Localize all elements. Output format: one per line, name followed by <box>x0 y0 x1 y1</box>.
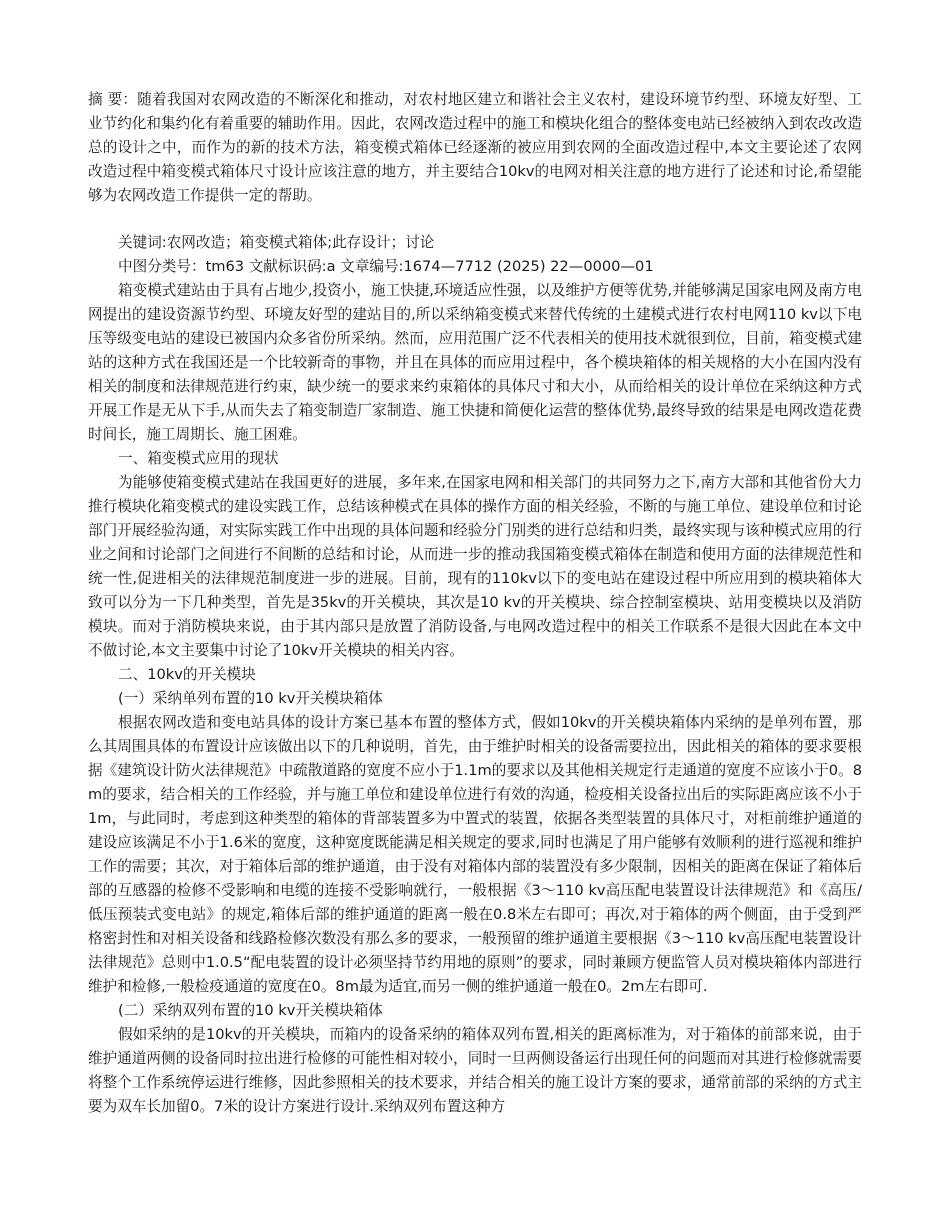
keywords: 关键词:农网改造；箱变模式箱体;此存设计；讨论 <box>118 234 435 251</box>
subsection-heading-2: (二）采纳双列布置的10 kv开关模块箱体 <box>118 1002 383 1019</box>
section-heading-1: 一、箱变模式应用的现状 <box>118 450 279 467</box>
section-heading-2: 二、10kv的开关模块 <box>118 666 256 683</box>
paragraph-double-row: 假如采纳的是10kv的开关模块，而箱内的设备采纳的箱体双列布置,相关的距离标准为，对于箱体的前部来说，由于维护通道两侧的设备同时拉出进行检修的可能性相对较小，同时一旦两侧设备运行出现任何的问题而对其进行检修就需要将整个工作系统停运进行维修，因此参照相关的技术要求，并结合相关的施工设计方案的要求，通常前部的采纳的方式主要为双车长加留0。7米的设计方案进行设计.采纳双列布置这种方 <box>88 1026 862 1115</box>
subsection-heading-1: (一）采纳单列布置的10 kv开关模块箱体 <box>118 690 383 707</box>
paragraph-single-row: 根据农网改造和变电站具体的设计方案已基本布置的整体方式，假如10kv的开关模块箱体内采纳的是单列布置，那么其周围具体的布置设计应该做出以下的几种说明，首先，由于维护时相关的设备需要拉出，因此相关的箱体的要求要根据《建筑设计防火法律规范》中疏散道路的宽度不应小于1.1m的要求以及其他相关规定行走通道的宽度不应该小于0。8m的要求，结合相关的工作经验，并与施工单位和建设单位进行有效的沟通，检疫相关设备拉出后的实际距离应该不小于1m，与此同时，考虑到这种类型的箱体的背部装置多为中置式的装置，依据各类型装置的具体尺寸，对柜前维护通道的建设应该满足不小于1.6米的宽度，这种宽度既能满足相关规定的要求,同时也满足了用户能够有效顺利的进行巡视和维护工作的需要；其次，对于箱体后部的维护通道，由于没有对箱体内部的装置没有多少限制，因相关的距离在保证了箱体后部的互感器的检修不受影响和电缆的连接不受影响就行，一般根据《3～110 kv高压配电装置设计法律规范》和《高压/低压预装式变电站》的规定,箱体后部的维护通道的距离一般在0.8米左右即可；再次,对于箱体的两个侧面，由于受到严格密封性和对相关设备和线路检修次数没有那么多的要求，一般预留的维护通道主要根据《3～110 kv高压配电装置设计法律规范》总则中1.0.5“配电装置的设计必须坚持节约用地的原则”的要求，同时兼顾方便监管人员对模块箱体内部进行维护和检修,一般检疫通道的宽度在0。8m最为适宜,而另一侧的维护通道一般在0。2m左右即可. <box>88 714 862 995</box>
classification-line: 中图分类号：tm63 文献标识码:a 文章编号:1674—7712 (2025) 22—0000—01 <box>118 258 654 275</box>
document-body <box>88 88 862 1119</box>
abstract: 摘 要：随着我国对农网改造的不断深化和推动，对农村地区建立和谐社会主义农村，建设环境节约型、环境友好型、工业节约化和集约化有着重要的辅助作用。因此，农网改造过程中的施工和模块化组合的整体变电站已经被纳入到农改改造总的设计之中，而作为的新的技术方法，箱变模式箱体已经逐渐的被应用到农网的全面改造过程中,本文主要论述了农网改造过程中箱变模式箱体尺寸设计应该注意的地方，并主要结合10kv的电网对相关注意的地方进行了论述和讨论,希望能够为农网改造工作提供一定的帮助。 <box>88 91 862 204</box>
paragraph-intro: 箱变模式建站由于具有占地少,投资小，施工快捷,环境适应性强，以及维护方便等优势,并能够满足国家电网及南方电网提出的建设资源节约型、环境友好型的建站目的,所以采纳箱变模式来替代传统的土建模式进行农村电网110 kv以下电压等级变电站的建设已被国内众多省份所采纳。然而，应用范围广泛不代表相关的使用技术就很到位，目前，箱变模式建站的这种方式在我国还是一个比较新奇的事物，并且在具体的而应用过程中，各个模块箱体的相关规格的大小在国内没有相关的制度和法律规范进行约束，缺少统一的要求来约束箱体的具体尺寸和大小，从而给相关的设计单位在采纳这种方式开展工作是无从下手,从而失去了箱变制造厂家制造、施工快捷和简便化运营的整体优势,最终导致的结果是电网改造花费时间长，施工周期长、施工困难。 <box>88 282 862 443</box>
paragraph-status: 为能够使箱变模式建站在我国更好的进展，多年来,在国家电网和相关部门的共同努力之下,南方大部和其他省份大力推行模块化箱变模式的建设实践工作，总结该种模式在具体的操作方面的相关经验，不断的与施工单位、建设单位和讨论部门开展经验沟通，对实际实践工作中出现的具体问题和经验分门别类的进行总结和归类，最终实现与该种模式应用的行业之间和讨论部门之间进行不间断的总结和讨论，从而进一步的推动我国箱变模式箱体在制造和使用方面的法律规范性和统一性,促进相关的法律规范制度进一步的进展。目前，现有的110kv以下的变电站在建设过程中所应用到的模块箱体大致可以分为一下几种类型，首先是35kv的开关模块，其次是10 kv的开关模块、综合控制室模块、站用变模块以及消防模块。而对于消防模块来说，由于其内部只是放置了消防设备,与电网改造过程中的相关工作联系不是很大因此在本文中不做讨论,本文主要集中讨论了10kv开关模块的相关内容。 <box>88 474 862 659</box>
